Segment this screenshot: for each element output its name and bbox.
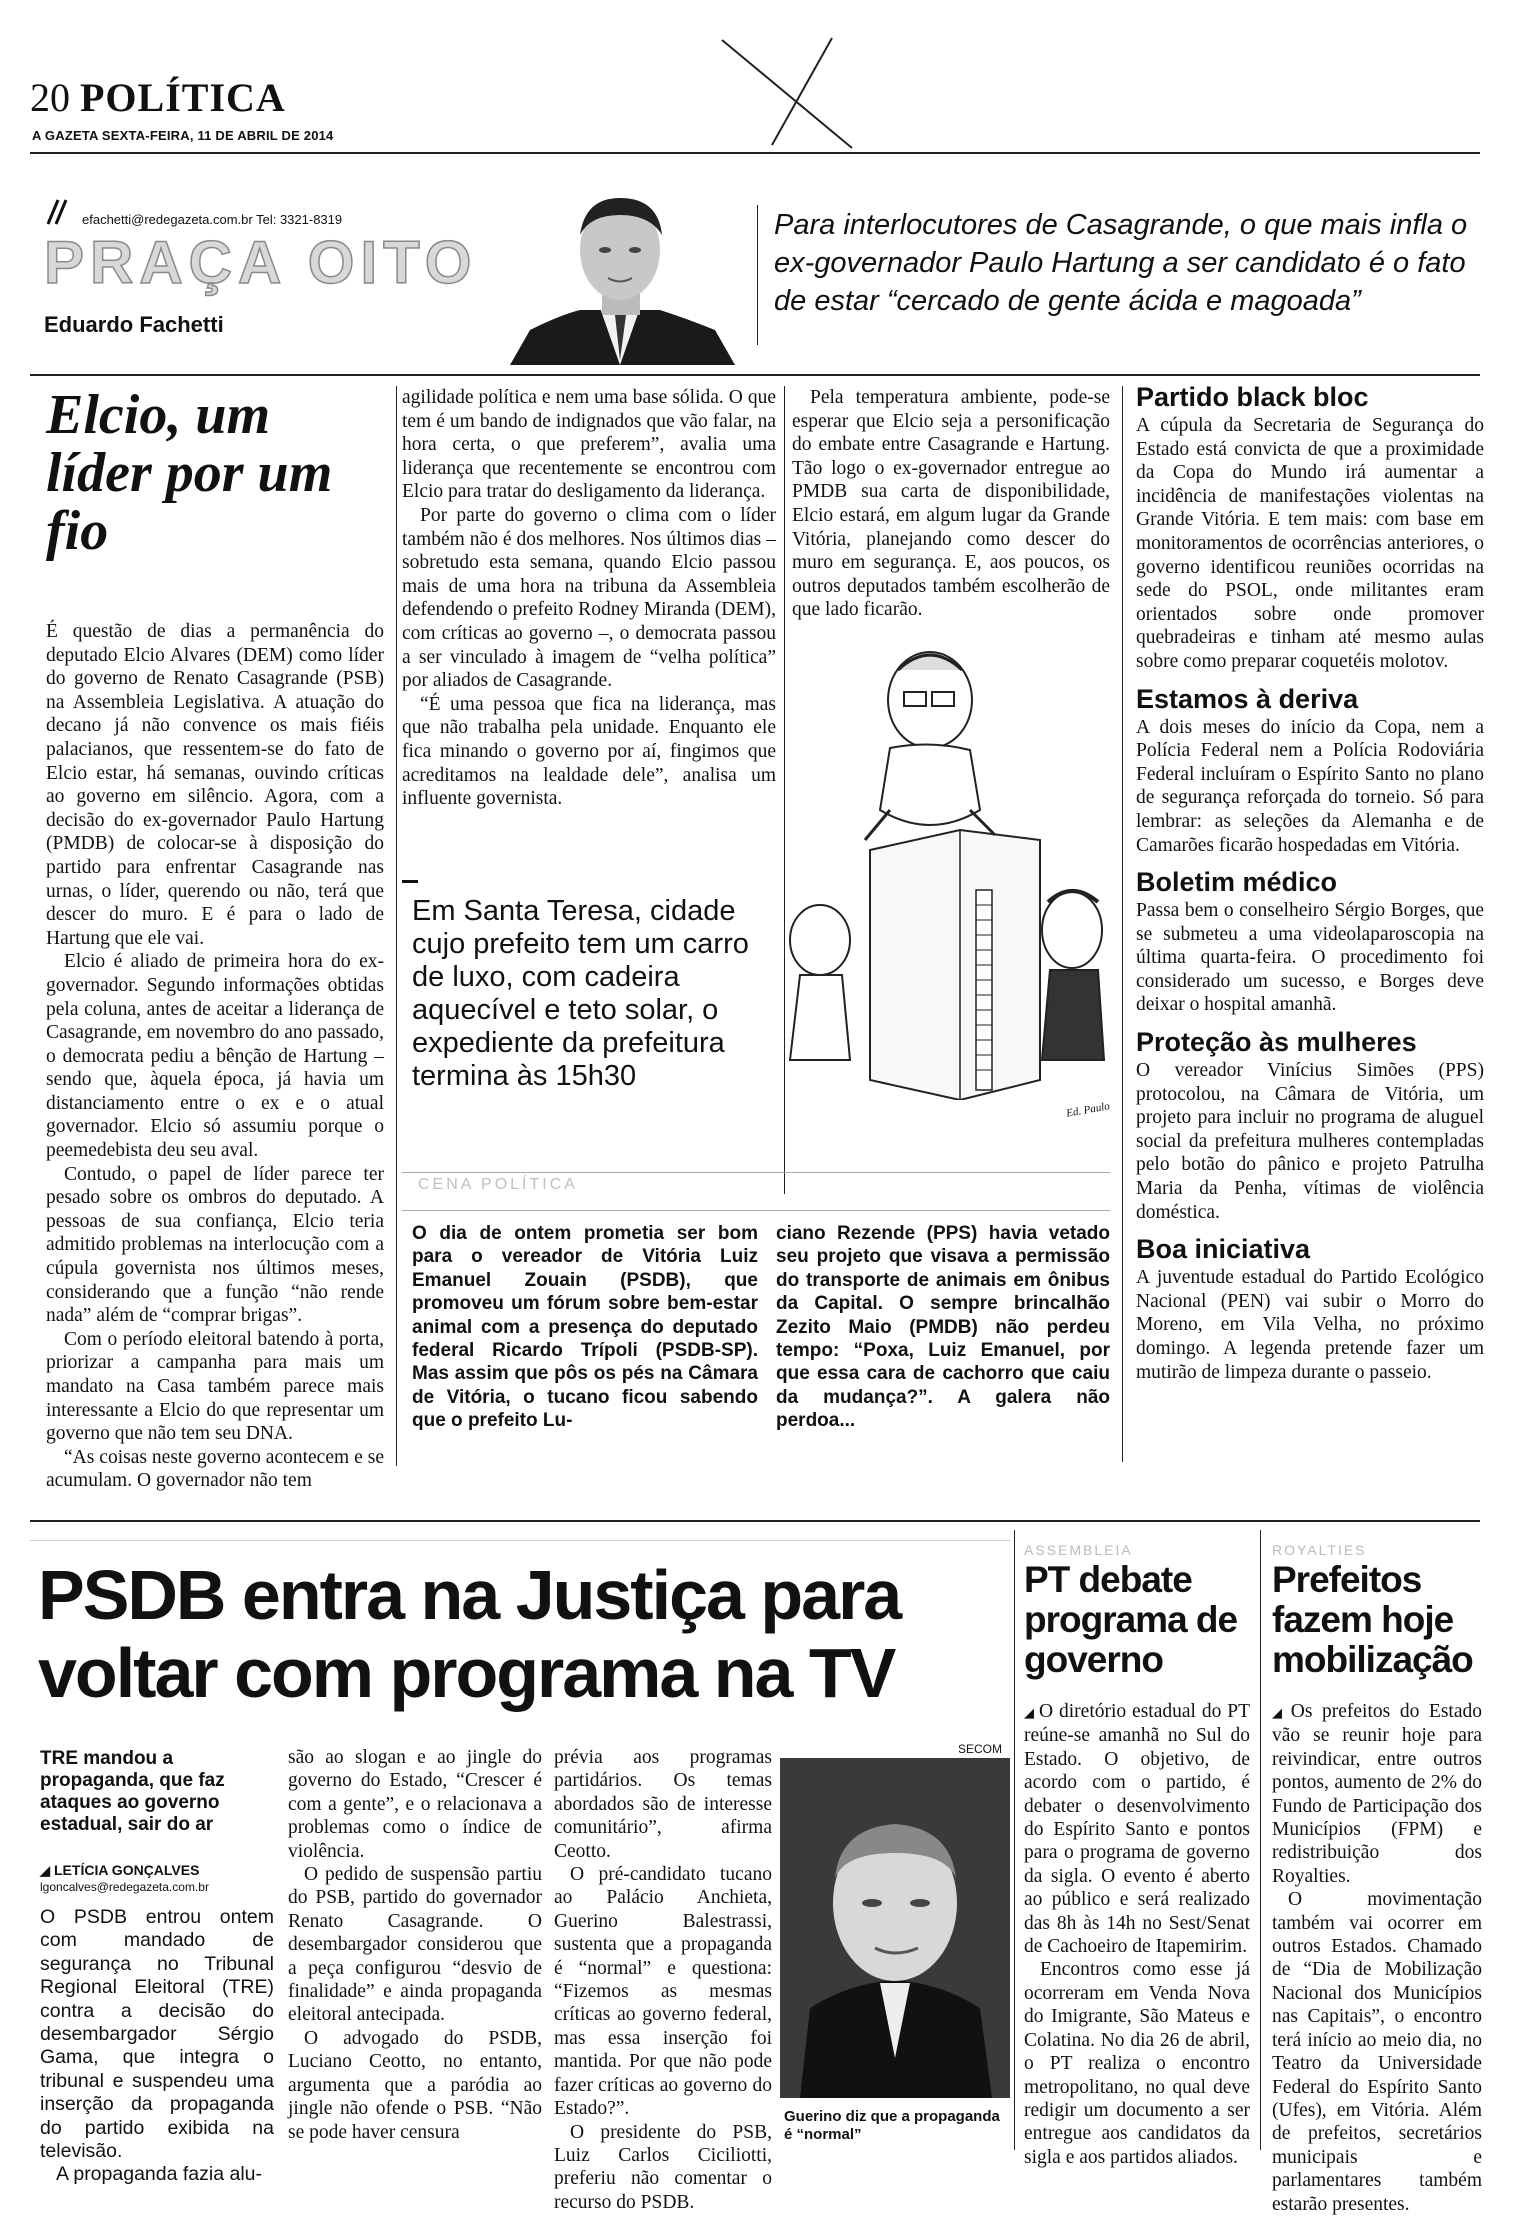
brief-item xyxy=(1136,1027,1484,1224)
dateline: A GAZETA SEXTA-FEIRA, 11 DE ABRIL DE 2014 xyxy=(32,128,334,143)
cartoon-signature: Ed. Paulo xyxy=(1065,1100,1111,1120)
column-contact: efachetti@redegazeta.com.br Tel: 3321-8319 xyxy=(82,212,343,227)
faded-label: CENA POLÍTICA xyxy=(418,1176,578,1193)
bold-note-text: O dia de ontem prometia ser bom para o vereador de Vitória Luiz Emanuel Zouain (PSDB), que promoveu um fórum sobre bem-estar animal com a presença do deputado federal Ricardo Trípoli (PSDB-SP). Mas assim que pôs os pés na Câmara de Vitória, o tucano ficou sabendo que o prefeito Lu- xyxy=(412,1223,758,1432)
pen-x-mark xyxy=(712,30,862,155)
brief-item xyxy=(1136,382,1484,674)
paragraph: Elcio é aliado de primeira hora do ex-governador. Segundo informações obtidas pela coluna, antes de aceitar a liderança de Casagrande, em novembro do ano passado, o democrata pediu a bênção de Hartung – sendo que, àquela época, já havia um distanciamento entre o ex e o atual governador. Elcio só assumiu porque o peemedebista deu seu aval. xyxy=(46,951,384,1162)
note-top-rule xyxy=(402,1172,1110,1173)
paragraph: O advogado do PSDB, Luciano Ceotto, no entanto, argumenta que a paródia ao jingle não ofende o PSB. “Não se pode haver censura xyxy=(288,2027,542,2143)
political-cartoon xyxy=(780,640,1110,1100)
triangle-icon: ◢ xyxy=(1024,1705,1036,1720)
column-name: PRAÇA OITO xyxy=(44,229,478,296)
prefeitos-paragraph-text: Os prefeitos do Estado vão se reunir hoje para reivindicar, entre outros pontos, aumento de 2% do Fundo de Participação dos Municípios (FPM) e redistribuição dos Royalties. xyxy=(1272,1701,1483,1887)
paragraph: O presidente do PSB, Luiz Carlos Ciciliotti, preferiu não comentar o recurso do PSDB. xyxy=(554,2121,772,2213)
page-number: 20 xyxy=(30,75,70,120)
triangle-icon: ◢ xyxy=(40,1863,50,1878)
pt-body xyxy=(1024,1700,1250,2169)
pt-headline: PT debate programa de governo xyxy=(1024,1559,1238,1680)
brief-text: A juventude estadual do Partido Ecológico Nacional (PEN) vai subir o Morro do Moreno, em Vila Velha, no próximo domingo. A legenda pretende fazer um mutirão de limpeza durante o passeio. xyxy=(1136,1267,1484,1383)
paragraph: Por parte do governo o clima com o líder também não é dos melhores. Nos últimos dias – sobretudo esta semana, quando Elcio passou mais de uma hora na tribuna da Assembleia defendendo o prefeito Rodney Miranda (DEM), com críticas ao governo –, o democrata passou a ser vinculado à imagem de “velha política” por aliados de Casagrande. xyxy=(402,504,776,692)
paragraph: O movimentação também vai ocorrer em outros Estados. Chamado de “Dia de Mobilização Nacional dos Municípios nas Capitais”, o encontro terá início ao meio dia, no Teatro da Universidade Federal do Espírito Santo (Ufes), em Vitória. Além de prefeitos, secretários municipais e parlamentares também estarão presentes. xyxy=(1272,1889,1482,2215)
bold-note-col-2 xyxy=(776,1222,1110,1433)
paragraph xyxy=(1024,1700,1250,1958)
photo-caption: Guerino diz que a propaganda é “normal” xyxy=(784,2108,1000,2143)
bottom-col-3 xyxy=(554,1746,772,2214)
main-headline: Elcio, um líder por um fio xyxy=(46,384,333,562)
paragraph: Contudo, o papel de líder parece ter pesado sobre os ombros do deputado. A pessoas de sua confiança, Elcio teria admitido problemas na interlocução com a cúpula governista nos últimos meses, considerando que a função “não rende nada” além de “comprar brigas”. xyxy=(46,1163,384,1327)
triangle-icon: ◢ xyxy=(1272,1705,1287,1720)
prefeitos-kicker: ROYALTIES xyxy=(1272,1542,1367,1558)
section-title: POLÍTICA xyxy=(80,75,286,120)
column-quote: Para interlocutores de Casagrande, o que mais infla o ex-governador Paulo Hartung a ser candidato é o fato de estar “cercado de gente ácida e magoada” xyxy=(774,209,1468,317)
quote-rule xyxy=(757,205,758,345)
brief-title: Proteção às mulheres xyxy=(1136,1027,1417,1058)
paragraph: O pedido de suspensão partiu do PSB, partido do governador Renato Casagrande. O desembargador considerou que a peça configurou “desvio de finalidade” e ainda propaganda eleitoral antecipada. xyxy=(288,1864,542,2026)
bottom-col-2 xyxy=(288,1746,542,2144)
kicker-rule xyxy=(30,1540,1010,1541)
paragraph: agilidade política e nem uma base sólida. O que tem é um bando de indignados que vão falar, na hora certa, o que preferem”, avalia uma liderança que recentemente se encontrou com Elcio para tratar do desligamento da liderança. xyxy=(402,387,776,503)
main-col-3 xyxy=(792,386,1110,622)
paragraph: É questão de dias a permanência do deputado Elcio Alvares (DEM) como líder do governo de Renato Casagrande (PSB) na Assembleia Legislativa. A atuação do decano já não convence os mais fiéis palacianos, que ressentem-se do fato de Elcio estar, há semanas, ouvindo críticas ao governo em silêncio. Agora, com a decisão do ex-governador Paulo Hartung (PMDB) de colocar-se à disposição do partido para enfrentar Casagrande nas urnas, o líder, querendo ou não, terá que descer do muro. E é para o lado de Hartung que ele vai. xyxy=(46,621,384,949)
pt-paragraph-text: O diretório estadual do PT reúne-se amanhã no Sul do Estado. O objetivo, de acordo com o partido, é debater o desenvolvimento do Espírito Santo e pontos para o programa de governo da sigla. O evento é aberto ao público e será realizado das 8h às 14h no Sest/Senat de Cachoeiro de Itapemirim. xyxy=(1024,1701,1251,1958)
prefeitos-headline: Prefeitos fazem hoje mobilização xyxy=(1272,1559,1473,1680)
paragraph: “É uma pessoa que fica na liderança, mas que não trabalha pela unidade. Enquanto ele fica minando o governo por aí, fingimos que acreditamos na lealdade dele”, analisa um influente governista. xyxy=(402,693,776,810)
briefs-rule xyxy=(1122,386,1123,1462)
main-col-1 xyxy=(46,620,384,1493)
bold-note-col-1 xyxy=(412,1222,758,1433)
photo-credit: SECOM xyxy=(958,1742,1003,1756)
columnist-photo xyxy=(470,190,770,365)
pt-kicker: ASSEMBLEIA xyxy=(1024,1542,1133,1558)
paragraph: Encontros como esse já ocorreram em Venda Nova do Imigrante, São Mateus e Colatina. No dia 26 de abril, o PT realiza o encontro metropolitano, no qual deve redigir um documento a ser entregue aos candidatos da sigla e aos partidos aliados. xyxy=(1024,1959,1250,2168)
brief-title: Partido black bloc xyxy=(1136,382,1369,412)
slash-icon xyxy=(40,196,70,226)
note-rule xyxy=(402,1210,1110,1211)
brief-item xyxy=(1136,1234,1484,1384)
brief-item xyxy=(1136,867,1484,1017)
paragraph: são ao slogan e ao jingle do governo do Estado, “Crescer é com a gente”, e o relacionava a problemas como o índice de violência. xyxy=(288,1747,542,1862)
bottom-col-1 xyxy=(40,1906,274,2187)
paragraph xyxy=(1272,1700,1482,1888)
brief-text: A dois meses do início da Copa, nem a Polícia Federal nem a Polícia Rodoviária Federal incluíram o Espírito Santo no plano de segurança reforçada do torneio. Só para lembrar: as seleções da Alemanha e de Camarões ficarão hospedadas em Vitória. xyxy=(1136,716,1484,856)
briefs-column xyxy=(1136,382,1484,1394)
paragraph: “As coisas neste governo acontecem e se acumulam. O governador não tem xyxy=(46,1446,384,1492)
sidebar-note: Em Santa Teresa, cidade cujo prefeito tem um carro de luxo, com cadeira aquecível e teto solar, o expediente da prefeitura termina às 15h30 xyxy=(412,895,749,1092)
brief-item xyxy=(1136,684,1484,858)
byline-text: LETÍCIA GONÇALVES xyxy=(54,1862,200,1878)
paragraph: Pela temperatura ambiente, pode-se esperar que Elcio seja a personificação do embate entre Casagrande e Hartung. Tão logo o ex-governador entregue ao PMDB sua carta de disponibilidade, Elcio estará, em algum lugar da Grande Vitória, planejando como descer do muro em segurança. E, aos poucos, os outros deputados também escolherão de que lado ficarão. xyxy=(792,387,1110,621)
dash-mark xyxy=(402,880,418,883)
bottom-byline xyxy=(40,1862,199,1879)
column-rule xyxy=(1260,1530,1261,2150)
page-header xyxy=(30,74,286,121)
column-rule xyxy=(1014,1530,1015,2150)
column-author: Eduardo Fachetti xyxy=(44,312,224,337)
guerino-photo xyxy=(780,1758,1010,2098)
bottom-headline: PSDB entra na Justiça para voltar com programa na TV xyxy=(38,1556,901,1712)
paragraph: A propaganda fazia alu- xyxy=(56,2163,262,2186)
paragraph: Com o período eleitoral batendo à porta, priorizar a campanha para mais um mandato na Casa também parece mais interessante a Elcio do que representar um governo que não tem seu DNA. xyxy=(46,1328,384,1445)
main-col-2 xyxy=(402,386,776,811)
column-rule xyxy=(396,386,397,1466)
brief-text: O vereador Vinícius Simões (PPS) protocolou, na Câmara de Vitória, um projeto para incluir no programa de aluguel social da prefeitura mulheres contempladas pelo botão do pânico e projeto Patrulha Maria da Penha, vítimas de violência doméstica. xyxy=(1136,1060,1484,1223)
prefeitos-body xyxy=(1272,1700,1482,2216)
bottom-deck: TRE mandou a propaganda, que faz ataques ao governo estadual, sair do ar xyxy=(40,1748,225,1835)
brief-text: A cúpula da Secretaria de Segurança do Estado está convicta de que a proximidade da Copa do Mundo irá aumentar a incidência de manifestações violentas na Grande Vitória. E tem mais: com base em monitoramentos de ocorrências anteriores, o governo identificou reuniões ocorridas na sede do PSOL, onde militantes eram orientados sobre onde promover quebradeiras e tinham até mesmo aulas sobre como preparar coquetéis molotov. xyxy=(1136,415,1484,672)
paragraph: prévia aos programas partidários. Os temas abordados são de interesse comunitário”, afirma Ceotto. xyxy=(554,1747,772,1862)
paragraph: O PSDB entrou ontem com mandado de segurança no Tribunal Regional Eleitoral (TRE) contra a decisão do desembargador Sérgio Gama, que integra o tribunal e suspendeu uma inserção da propaganda do partido exibida na televisão. xyxy=(40,1906,274,2163)
bottom-section-rule xyxy=(30,1520,1480,1522)
brief-text: Passa bem o conselheiro Sérgio Borges, que se submeteu a uma videolaparoscopia na última quarta-feira. O procedimento foi considerado um sucesso, e Borges deve deixar o hospital amanhã. xyxy=(1136,900,1484,1016)
bold-note-text: ciano Rezende (PPS) havia vetado seu projeto que visava a permissão do transporte de animais em ônibus da Capital. O sempre brincalhão Zezito Maio (PMDB) não perdeu tempo: “Poxa, Luiz Emanuel, por que essa cara de cachorro que caiu da mudança?”. A galera não perdoa... xyxy=(776,1223,1110,1432)
brief-title: Boletim médico xyxy=(1136,867,1338,898)
brief-title: Boa iniciativa xyxy=(1136,1234,1311,1265)
brief-title: Estamos à deriva xyxy=(1136,683,1359,714)
paragraph: O pré-candidato tucano ao Palácio Anchieta, Guerino Balestrassi, sustenta que a propaganda é “normal” e questiona: “Fizemos as mesmas críticas ao governo federal, mas essa inserção foi mantida. Por que não pode fazer críticas ao governo do Estado?”. xyxy=(554,1864,772,2120)
bottom-email: lgoncalves@redegazeta.com.br xyxy=(40,1880,209,1894)
column-header-rule xyxy=(30,374,1480,376)
